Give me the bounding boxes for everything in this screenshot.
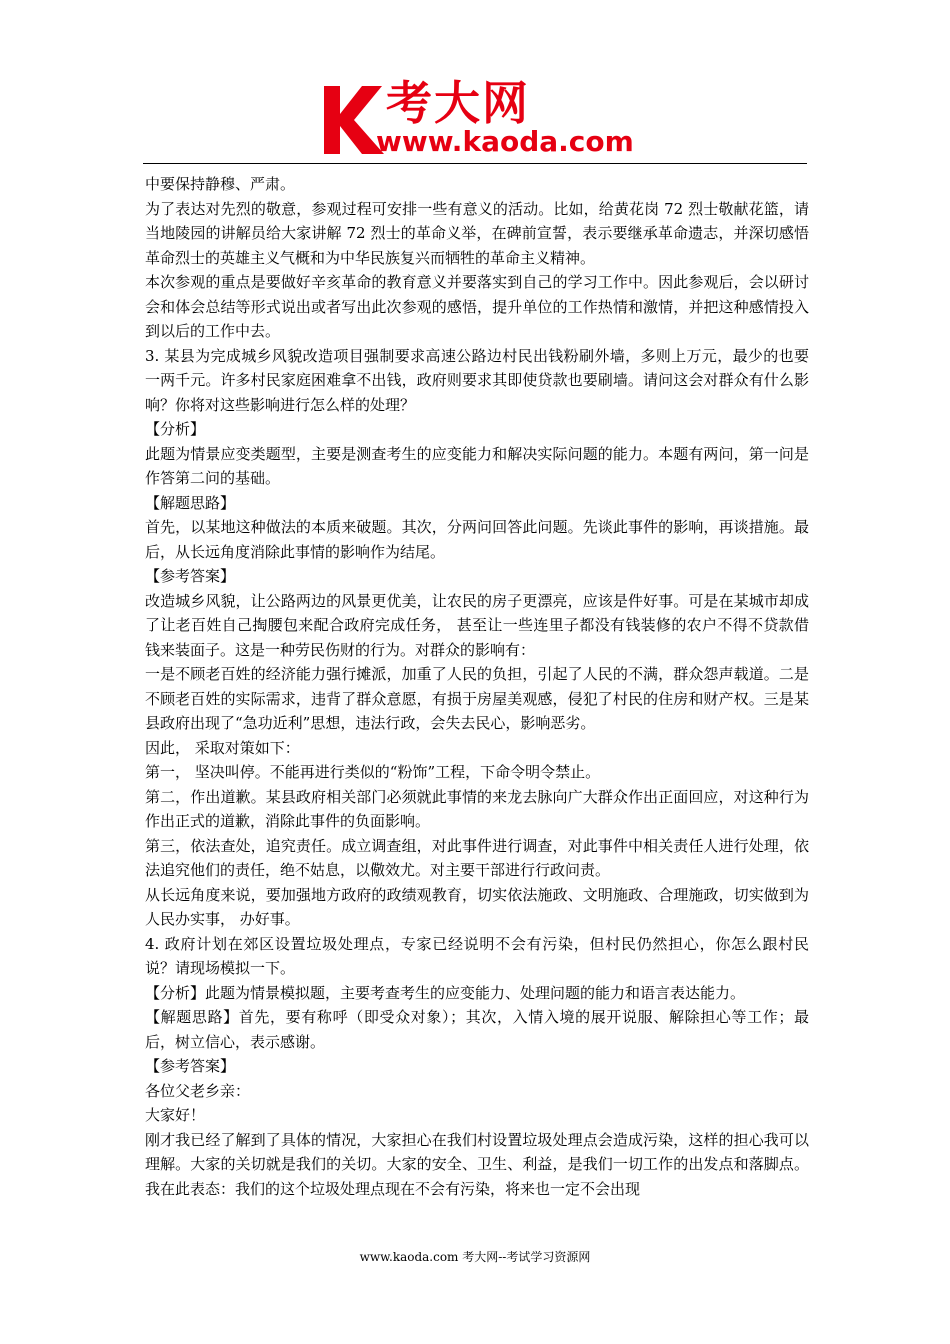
paragraph: 此题为情景应变类题型，主要是测查考生的应变能力和解决实际问题的能力。本题有两问，第一问是作答第二问的基础。	[145, 444, 809, 487]
paragraph: 刚才我已经了解到了具体的情况，大家担心在我们村设置垃圾处理点会造成污染，这样的担心我可以理解。大家的关切就是我们的关切。大家的安全、卫生、利益，是我们一切工作的出发点和落脚点。我在此表态：我们的这个垃圾处理点现在不会有污染，将来也一定不会出现	[145, 1130, 809, 1198]
paragraph: 大家好！	[145, 1106, 206, 1124]
paragraph: 第三，依法查处，追究责任。成立调查组，对此事件进行调查，对此事件中相关责任人进行处理，依法追究他们的责任，绝不姑息，以儆效尤。对主要干部进行行政问责。	[145, 836, 809, 879]
logo-url: www.kaoda.com	[376, 125, 634, 158]
paragraph: 各位父老乡亲：	[145, 1081, 251, 1100]
question-4: 4. 政府计划在郊区设置垃圾处理点，专家已经说明不会有污染，但村民仍然担心，你怎么跟村民说？请现场模拟一下。	[145, 934, 809, 977]
site-logo	[318, 76, 638, 158]
paragraph: 本次参观的重点是要做好辛亥革命的教育意义并要落实到自己的学习工作中。因此参观后，会以研讨会和体会总结等形式说出或者写出此次参观的感悟，提升单位的工作热情和激情，并把这种感情投入到以后的工作中去。	[145, 273, 809, 340]
paragraph: 首先，以某地这种做法的本质来破题。其次，分两问回答此问题。先谈此事件的影响，再谈措施。最后，从长远角度消除此事情的影响作为结尾。	[145, 518, 809, 561]
question-3: 3. 某县为完成城乡风貌改造项目强制要求高速公路边村民出钱粉刷外墙，多则上万元，最少的也要一两千元。许多村民家庭困难拿不出钱，政府则要求其即使贷款也要刷墙。请问这会对群众有什么影响？你将对这些影响进行怎么样的处理？	[145, 346, 809, 414]
paragraph: 【解题思路】首先，要有称呼（即受众对象）；其次，入情入境的展开说服、解除担心等工作；最后，树立信心，表示感谢。	[145, 1008, 809, 1051]
section-heading-approach: 【解题思路】	[145, 493, 236, 512]
paragraph: 从长远角度来说，要加强地方政府的政绩观教育，切实依法施政、文明施政、合理施政，切实做到为人民办实事， 办好事。	[145, 885, 809, 928]
document-body	[145, 172, 809, 1201]
paragraph: 第二，作出道歉。某县政府相关部门必须就此事情的来龙去脉向广大群众作出正面回应，对这种行为作出正式的道歉，消除此事件的负面影响。	[145, 787, 809, 830]
paragraph: 为了表达对先烈的敬意，参观过程可安排一些有意义的活动。比如，给黄花岗 72 烈士敬献花篮，请当地陵园的讲解员给大家讲解 72 烈士的革命义举，在碑前宣誓，表示要继承革命遗志，并深切感悟革命烈士的英雄主义气概和为中华民族复兴而牺牲的革命主义精神。	[145, 199, 809, 267]
paragraph: 因此， 采取对策如下：	[145, 738, 300, 757]
header-divider	[143, 163, 807, 164]
paragraph: 改造城乡风貌，让公路两边的风景更优美，让农民的房子更漂亮，应该是件好事。可是在某城市却成了让老百姓自己掏腰包来配合政府完成任务， 甚至让一些连里子都没有钱装修的农户不得不贷款借钱来装面子。这是一种劳民伤财的行为。对群众的影响有：	[145, 591, 809, 659]
section-heading-answer: 【参考答案】	[145, 567, 236, 585]
paragraph: 一是不顾老百姓的经济能力强行摊派，加重了人民的负担，引起了人民的不满，群众怨声载道。二是不顾老百姓的实际需求，违背了群众意愿，有损于房屋美观感，侵犯了村民的住房和财产权。三是某县政府出现了“急功近利”思想，违法行政，会失去民心，影响恶劣。	[145, 665, 809, 732]
paragraph: 第一， 坚决叫停。不能再进行类似的“粉饰”工程，下命令明令禁止。	[145, 763, 601, 781]
page-footer: www.kaoda.com 考大网--考试学习资源网	[359, 1250, 591, 1264]
paragraph: 【分析】此题为情景模拟题，主要考查考生的应变能力、处理问题的能力和语言表达能力。	[145, 983, 746, 1002]
logo-title: 考大网	[386, 76, 530, 130]
section-heading-answer: 【参考答案】	[145, 1057, 236, 1075]
paragraph: 中要保持静穆、严肃。	[145, 175, 296, 193]
section-heading-analysis: 【分析】	[145, 420, 206, 438]
